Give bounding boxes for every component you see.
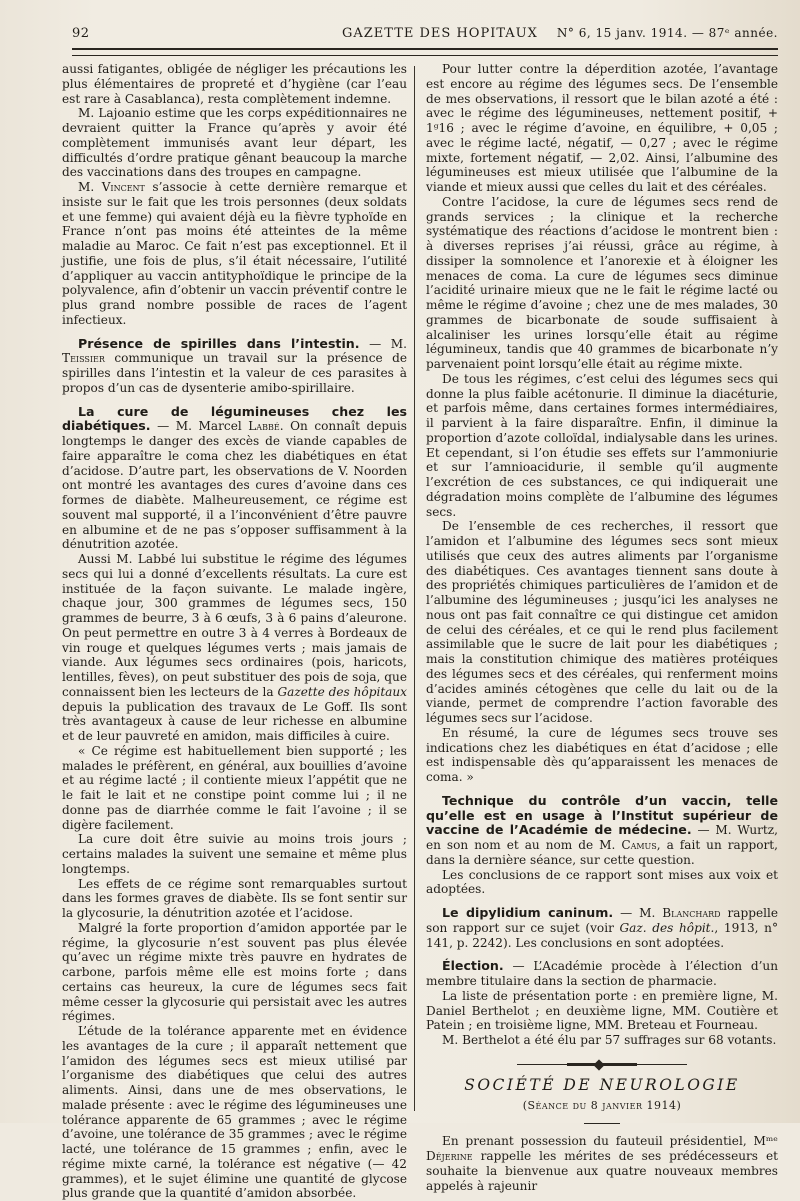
speaker-name: Labbé [248,419,280,434]
paragraph-text: . On connaît depuis longtemps le danger des excès de viande capables de faire apparaître le coma chez les diabétiques en état d’acidose. D’autre part, les observations de V. Noorden ont montré les avantages des cures d’avoine dans ces formes de diabète. Malheureusement, ce régime est souvent mal supporté, il a l’inconvénient d’être pauvre en albumine et de ne pas s’opposer suffisamment à la dénutrition azotée. [62,419,407,552]
paragraph: « Ce régime est habituellement bien supporté ; les malades le préfèrent, en général, aux bouillies d’avoine et au régime lacté ; il contiente mieux l’appétit que ne le fait le lait et ne constipe point comme lui ; il ne donne pas de diarrhée comme le fait l’avoine ; il se digère facilement. [62,743,407,832]
heading-dash: — M. [613,906,663,920]
speaker-name: Camus [621,838,657,852]
paragraph: De l’ensemble de ces recherches, il ressort que l’amidon et l’albumine des légumes secs sont mieux utilisés que ceux des autres aliments par l’organisme des diabétiques. Ces avantages tiennent sans doute à des propriétés chimiques particulières de l’amidon et de l’albumine des légumineuses ; jusqu’ici les analyses ne nous ont pas fait connaître ce qui distingue cet amidon de celui des céréales, et ce qui le rend plus facilement assimilable que le sucre de lait pour les diabétiques ; mais la constitution chimique des matières protéiques des légumes secs et des céréales, qui renferment moins d’acides aminés cétogènes que celle du lait ou de la viande, permet de comprendre l’action favorable des légumes secs sur l’acidose. [426,519,778,725]
paragraph: Les conclusions de ce rapport sont mises aux voix et adoptées. [426,867,778,897]
speaker-name: Déjerine [426,1149,473,1163]
heading-dash: — M. [359,336,407,351]
section-legumineuses [62,405,407,553]
paragraph: Les effets de ce régime sont remarquables surtout dans les formes graves de diabète. Ils se font sentir sur la glycosurie, la dénutrition azotée et l’acidose. [62,876,407,920]
speaker-name: Blanchard [662,906,721,920]
issue-line: N° 6, 15 janv. 1914. — 87ᵉ année. [556,26,778,40]
session-date-text: (Séance du 8 janvier 1914) [522,1098,682,1112]
speaker-name: M. Vincent [78,180,145,194]
paragraph-text: s’associe à cette dernière remarque et insiste sur le fait que les trois personnes (deux soldats et une femme) qui avaient déjà eu la fièvre typhoïde en France n’ont pas moins été atteintes de la même maladie au Maroc. Ce fait n’est pas exceptionnel. Et il justifie, une fois de plus, s’il était nécessaire, l’utilité d’appliquer au vaccin antityphoïdique le principe de la polyvalence, afin d’obtenir un vaccin préventif contre le plus grand nombre possible de races de l’agent infectieux. [62,180,407,327]
journal-citation: Gazette des hôpitaux [277,684,407,699]
heading-dash: — M. Wurtz, en son nom et au nom de M. [426,823,778,852]
paragraph-text: , 1913, n° 141, p. 2242). Les conclusions en sont adoptées. [426,920,778,950]
paragraph: M. Lajoanio estime que les corps expéditionnaires ne devraient quitter la France qu’après y avoir été complètement immunisés avant leur départ, les difficultés d’ordre pratique gênant beaucoup la marche des vaccinations dans des troupes en campagne. [62,106,407,180]
paragraph: aussi fatigantes, obligée de négliger les précautions les plus élémentaires de propreté et d’hygiène (car l’eau est rare à Casablanca), resta complètement indemne. [62,62,407,106]
page-number: 92 [72,26,90,41]
section-dipylidium [426,906,778,950]
column-divider [414,66,415,1111]
paragraph [426,1134,778,1193]
section-election [426,959,778,989]
paragraph-text: rappelle son rapport sur ce sujet (voir [426,906,779,935]
running-header [72,26,778,46]
paragraph: En résumé, la cure de légumes secs trouve ses indications chez les diabétiques en état d’acidose ; elle est indispensable dès qu’apparaissent les menaces de coma. » [426,725,778,784]
short-rule [584,1123,620,1124]
right-column [426,62,778,1193]
section-heading: Élection. [442,958,504,974]
heading-dash: — M. Marcel [150,419,249,434]
section-heading: Le dipylidium caninum. [442,905,614,920]
section-heading: La cure de légumineuses chez les diabétiques. [62,403,407,434]
paragraph: Pour lutter contre la déperdition azotée, l’avantage est encore au régime des légumes secs. De l’ensemble de mes observations, il ressort que le bilan azoté a été : avec le régime des légumineuses, nettement positif, + 1ᵍ16 ; avec le régime d’avoine, en équilibre, + 0,05 ; avec le régime lacté, négatif, — 0,27 ; avec le régime mixte, fortement négatif, — 2,02. Ainsi, l’albumine des légumineuses est mieux utilisée que l’albumine de la viande et mieux aussi que celles du lait et des céréales. [426,62,778,194]
left-column [62,62,407,1201]
session-date [426,1099,778,1114]
paragraph: La liste de présentation porte : en première ligne, M. Daniel Berthelot ; en deuxième ligne, MM. Coutière et Patein ; en troisième ligne, MM. Breteau et Fourneau. [426,988,778,1033]
paragraph-text: Aussi M. Labbé lui substitue le régime des légumes secs qui lui a donné d’excellents résultats. La cure est instituée de la façon suivante. Le malade ingère, chaque jour, 300 grammes de légumes secs, 150 grammes de beurre, 3 à 6 œufs, 3 à 6 pains d’aleurone. On peut permettre en outre 3 à 4 verres à Bordeaux de vin rouge et quelques légumes verts ; mais jamais de viande. Aux légumes secs ordinaires (pois, haricots, lentilles, fèves), on peut substituer des pois de soja, que connaissent bien les lecteurs de la [62,552,407,699]
paragraph-text: — L’Académie procède à l’élection d’un membre titulaire dans la section de pharmacie. [426,959,778,988]
paragraph-text: rappelle les mérites de ses prédécesseurs et souhaite la bienvenue aux quatre nouveaux membres appelés à rajeunir [426,1149,778,1193]
paragraph: M. Berthelot a été élu par 57 suffrages sur 68 votants. [442,1033,777,1047]
paragraph [62,180,407,328]
paragraph: L’étude de la tolérance apparente met en évidence les avantages de la cure ; il apparaît nettement que l’amidon des légumes secs est mieux utilisé par l’organisme des diabétiques que celui des autres aliments. Ainsi, dans une de mes observations, le malade présente : avec le régime des légumineuses une tolérance apparente de 65 grammes ; avec le régime d’avoine, une tolérance de 35 grammes ; avec le régime lacté, une tolérance de 15 grammes ; enfin, avec le régime mixte carné, la tolérance est négative (— 42 grammes), et le sujet élimine une quantité de glycose plus grande que la quantité d’amidon absorbée. [62,1024,407,1201]
paragraph-text: communique un travail sur la présence de spirilles dans l’intestin et la valeur de ces parasites à propos d’un cas de dysenterie amibo-spirillaire. [62,351,407,395]
section-heading: Présence de spirilles dans l’intestin. [78,335,360,351]
section-ornament [517,1062,687,1068]
paragraph: La cure doit être suivie au moins trois jours ; certains malades la suivent une semaine et même plus longtemps. [62,832,407,876]
paragraph [62,552,407,744]
ornament-diamond [593,1059,604,1070]
section-controle-vaccin [426,794,778,868]
paragraph-text: En prenant possession du fauteuil présidentiel, Mᵐᵉ [442,1134,778,1149]
section-heading: Technique du contrôle d’un vaccin, telle qu’elle est en usage à l’Institut supérieur de vaccine de l’Académie de médecine. [426,792,778,838]
paragraph-text: depuis la publication des travaux de Le Goff. Ils sont très avantageux à cause de leur richesse en albumine et de leur pauvreté en amidon, mais difficiles à cuire. [62,699,407,743]
paragraph: De tous les régimes, c’est celui des légumes secs qui donne la plus faible acétonurie. Il diminue la diacéturie, et parfois même, dans certaines formes intermédiaires, il parvient à la faire disparaître. Enfin, il diminue la proportion d’azote colloïdal, indialysable dans les urines. Et cependant, si l’on étudie ses effets sur l’ammoniurie et sur l’amnioacidurie, il semble qu’il augmente l’excrétion de ces substances, ce qui indiquerait une dégradation moins complète de l’albumine des légumes secs. [426,371,778,519]
journal-title: GAZETTE DES HOPITAUX [342,26,538,41]
paragraph: Contre l’acidose, la cure de légumes secs rend de grands services ; la clinique et la recherche systématique des réactions d’acidose le montrent bien : à diverses reprises j’ai réussi, grâce au régime, à dissiper la somnolence et l’anorexie et à éloigner les menaces de coma. La cure de légumes secs diminue l’acidité urinaire mieux que ne le fait le régime lacté ou même le régime d’avoine ; chez une de mes malades, 30 grammes de bicarbonate de soude suffisaient à alcaliniser les urines lorsqu’elle était au régime légumineux, tandis que 40 grammes de bicarbonate n’y parvenaient point lorsqu’elle était au régime mixte. [426,194,778,371]
header-rule [72,48,778,56]
journal-citation: Gaz. des hôpit. [619,920,715,935]
section-spirilles [62,337,407,396]
speaker-name: Teissier [62,351,105,366]
paragraph-text: , a fait un rapport, dans la dernière séance, sur cette question. [426,838,778,867]
society-title: SOCIÉTÉ DE NEUROLOGIE [464,1075,740,1094]
paragraph: Malgré la forte proportion d’amidon apportée par le régime, la glycosurie n’est souvent pas plus élevée qu’avec un régime mixte très pauvre en hydrates de carbone, parfois même elle est moins forte ; dans certains cas heureux, la cure de légumes secs fait même cesser la glycosurie qui persistait avec les autres régimes. [62,920,407,1024]
